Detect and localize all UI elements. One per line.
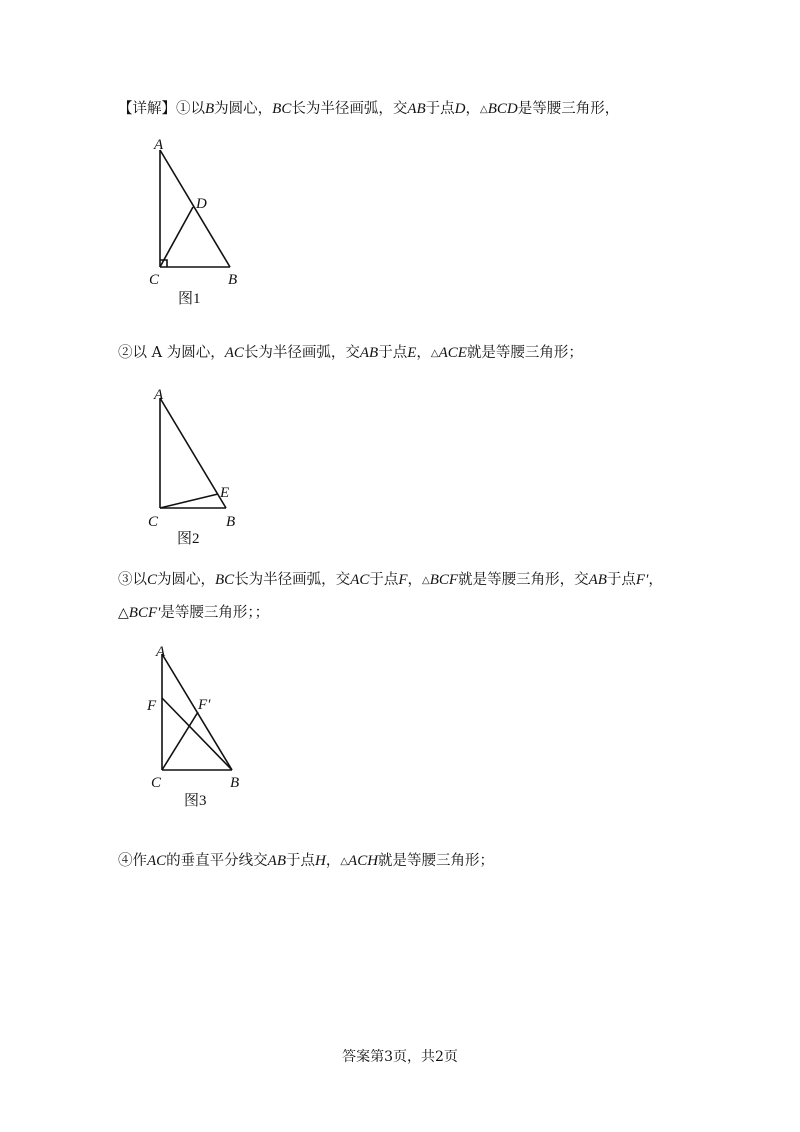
label-b: B bbox=[228, 272, 238, 288]
label-d: D bbox=[196, 196, 207, 212]
step3-text-4: ， bbox=[407, 572, 423, 588]
step2-label: ②以 A 为圆心， bbox=[118, 345, 225, 361]
triangle-bcd: BCD bbox=[487, 101, 518, 117]
step4-text-3: ， bbox=[325, 853, 341, 869]
step1-text-5: 是等腰三角形， bbox=[517, 101, 620, 117]
step3-label: ③以 bbox=[118, 572, 147, 588]
segment-bc: BC bbox=[215, 572, 235, 588]
segment-ac: AC bbox=[350, 572, 370, 588]
step1-text bbox=[118, 99, 619, 120]
step2-text-4: 就是等腰三角形； bbox=[466, 345, 583, 361]
point-c: C bbox=[147, 572, 158, 588]
step4-text-2: 于点 bbox=[286, 853, 315, 869]
label-e: E bbox=[220, 485, 230, 501]
figure-2-caption: 图2 bbox=[177, 531, 200, 547]
point-f: F bbox=[398, 572, 408, 588]
step3-text-8: 是等腰三角形；； bbox=[160, 605, 270, 621]
step1-text-3: 于点 bbox=[425, 101, 455, 117]
figure-3 bbox=[140, 640, 260, 815]
segment-cf-prime bbox=[162, 712, 198, 770]
label-b: B bbox=[226, 514, 236, 530]
segment-ab: AB bbox=[267, 853, 286, 869]
segment-ab: AB bbox=[359, 345, 379, 361]
step2-text bbox=[118, 343, 583, 364]
triangle-bcf: BCF bbox=[429, 572, 459, 588]
triangle-symbol: △ bbox=[340, 856, 349, 867]
step4-text-1: 的垂直平分线交 bbox=[166, 853, 268, 869]
triangle-bcf-prime: BCF′ bbox=[128, 605, 161, 621]
segment-ac: AC bbox=[147, 853, 167, 869]
label-a: A bbox=[154, 387, 164, 403]
triangle-symbol: △ bbox=[118, 605, 129, 621]
step3-text-1: 为圆心， bbox=[157, 572, 216, 588]
step1-text-2: 长为半径画弧，交 bbox=[291, 101, 408, 117]
step4-text bbox=[118, 851, 494, 872]
step3-text-2: 长为半径画弧，交 bbox=[234, 572, 351, 588]
label-f: F bbox=[147, 698, 157, 714]
page-footer: 答案第3页，共2页 bbox=[342, 1049, 458, 1065]
figure-1-caption: 图1 bbox=[178, 291, 201, 307]
step3-text-line1 bbox=[118, 570, 663, 591]
step1-text-4: ， bbox=[465, 101, 481, 117]
segment-ab: AB bbox=[407, 101, 426, 117]
step3-text-line2 bbox=[118, 603, 269, 623]
figure-1 bbox=[140, 135, 260, 315]
label-a: A bbox=[156, 644, 166, 660]
triangle-symbol: △ bbox=[422, 575, 430, 586]
point-e: E bbox=[407, 345, 417, 361]
label-c: C bbox=[151, 775, 162, 791]
segment-ce bbox=[160, 494, 218, 508]
label-b: B bbox=[230, 775, 240, 791]
point-h: H bbox=[315, 853, 326, 869]
segment-bc: BC bbox=[272, 101, 292, 117]
segment-cd bbox=[160, 207, 193, 267]
figure-2 bbox=[140, 380, 260, 550]
step1-label: 【详解】①以 bbox=[118, 101, 205, 117]
figure-3-caption: 图3 bbox=[184, 793, 207, 809]
label-c: C bbox=[149, 272, 160, 288]
step3-text-6: 于点 bbox=[606, 572, 636, 588]
step2-text-3: ， bbox=[416, 345, 431, 361]
step4-text-4: 就是等腰三角形； bbox=[378, 853, 495, 869]
triangle-ach: ACH bbox=[348, 853, 379, 869]
segment-ac: AC bbox=[224, 345, 244, 361]
step3-text-5: 就是等腰三角形，交 bbox=[458, 572, 589, 588]
step4-label: ④作 bbox=[118, 853, 147, 869]
triangle-symbol: △ bbox=[480, 104, 488, 115]
step2-text-1: 长为半径画弧，交 bbox=[243, 345, 360, 361]
step3-text-3: 于点 bbox=[369, 572, 399, 588]
step2-text-2: 于点 bbox=[378, 345, 408, 361]
segment-ab bbox=[160, 398, 226, 508]
label-f-prime: F′ bbox=[198, 697, 211, 713]
point-b: B bbox=[205, 101, 215, 117]
segment-ab: AB bbox=[588, 572, 607, 588]
point-d: D bbox=[454, 101, 466, 117]
segment-bf bbox=[162, 698, 232, 770]
step3-text-7: ， bbox=[648, 572, 663, 588]
step1-text-1: 为圆心， bbox=[214, 101, 273, 117]
triangle-ace: ACE bbox=[438, 345, 467, 361]
triangle-symbol: △ bbox=[430, 348, 439, 359]
label-a: A bbox=[154, 137, 164, 153]
label-c: C bbox=[148, 514, 159, 530]
point-f-prime: F′ bbox=[635, 572, 649, 588]
